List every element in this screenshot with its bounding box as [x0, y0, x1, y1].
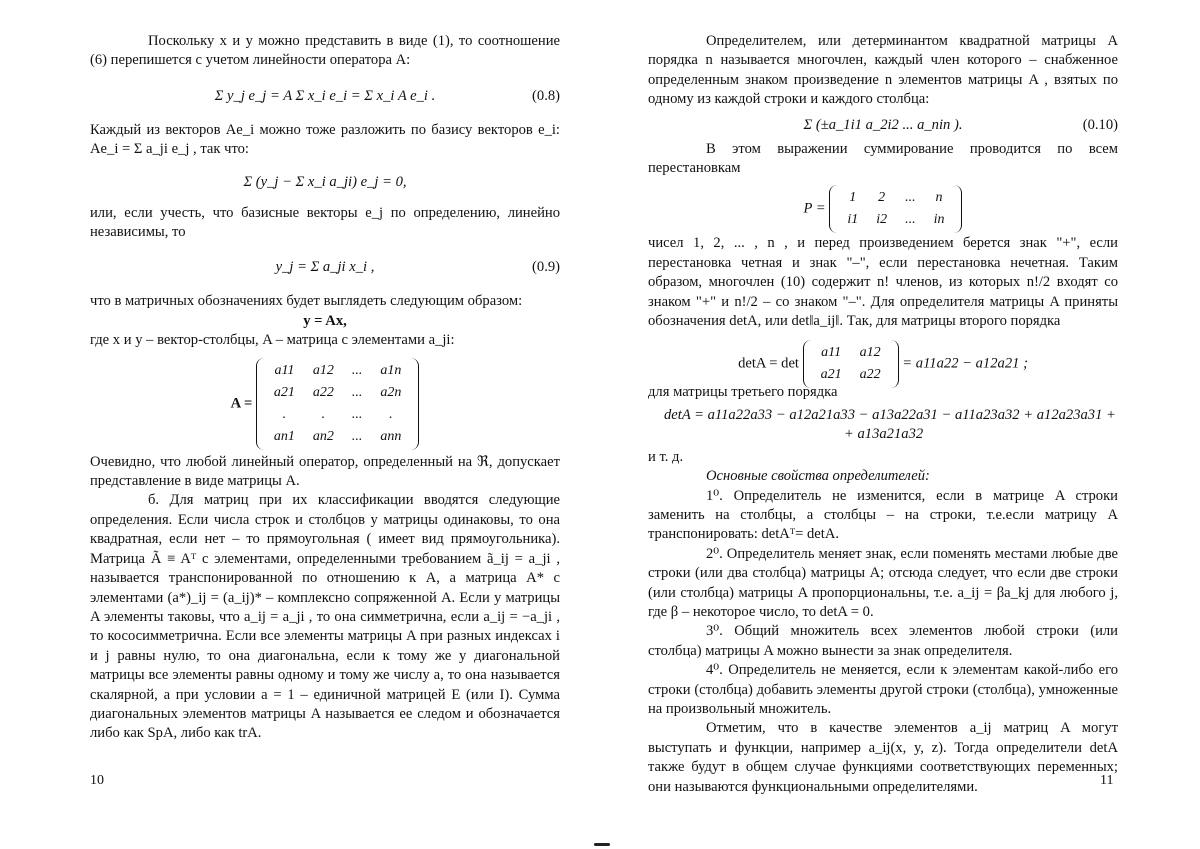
matrix-a: [256, 358, 420, 450]
det2-label: detA = det: [738, 355, 799, 372]
matrix-cell: ...: [351, 384, 363, 400]
equation-y-ax: y = Ax,: [303, 312, 347, 329]
matrix-cell: 2: [878, 190, 886, 206]
matrix-cell: i1: [847, 212, 859, 228]
permutation-label: P =: [803, 200, 826, 217]
matrix-cell: a21: [273, 384, 295, 400]
matrix-cell: 1: [849, 190, 857, 206]
matrix-cell: an2: [312, 428, 334, 444]
right-page: [648, 32, 1118, 797]
equation-body: Σ (y_j − Σ x_i a_ji) e_j = 0,: [243, 173, 407, 190]
matrix-cell: ...: [905, 212, 916, 228]
equation-0-9: [90, 245, 560, 289]
paragraph: Определителем, или детерминантом квадратной матрицы A порядка n называется многочлен, каждый член которого – снабженное определенным знаком произведение n элементов матрицы A , взятых по одному из каждой строки и каждого столбца:: [648, 33, 1118, 108]
matrix-cell: a1n: [380, 362, 402, 378]
matrix-row: [838, 209, 953, 231]
equation-0-8: [90, 74, 560, 118]
matrix-table: [812, 342, 890, 386]
matrix-equation: [90, 354, 560, 450]
matrix-row: [265, 404, 411, 426]
matrix-row: [812, 364, 890, 386]
equation-number: (0.9): [532, 259, 560, 276]
equation-body: y_j = Σ a_ji x_i ,: [275, 259, 375, 276]
paragraph: или, если учесть, что базисные векторы e_j по определению, линейно независимы, то: [90, 204, 560, 241]
matrix-row: [265, 360, 411, 382]
equation-0-10: [648, 113, 1118, 137]
permutation-equation: [648, 181, 1118, 231]
matrix-cell: a12: [312, 362, 334, 378]
det2-matrix: [803, 340, 899, 388]
matrix-cell: ...: [351, 362, 363, 378]
paragraph: чисел 1, 2, ... , n , и перед произведением берется знак "+", если перестановка четная и знак "–", если перестановка нечетная. Таким образом, многочлен (10) содержит n! членов, из которых n!/2 входят со знаком "+" и n!/2 – со знаком "–". Для определителя матрицы A приняты обозначения detA, или det‖a_ij‖. Так, для матрицы второго порядка: [648, 235, 1118, 330]
paragraph: для матрицы третьего порядка: [648, 384, 838, 401]
det3-line-1: detA = a11a22a33 − a12a21a33 − a13a22a31 − a11a23a32 + a12a23a31 +: [664, 406, 1116, 423]
matrix-row: [265, 426, 411, 448]
matrix-row: [265, 382, 411, 404]
equation-number: (0.8): [532, 87, 560, 104]
paragraph: б. Для матриц при их классификации вводятся следующие определения. Если числа строк и столбцов у матрицы одинаковы, то она квадратная, если нет – то прямоугольная ( имеет вид прямоугольника). Матрица Ã ≡ Aᵀ с элементами, определенными требованием ã_ij = a_ji , называется транспонированной по отношению к A, а матрица A* с элементами (a*)_ij = (a_ij)* – комплексно сопряженной A. Если у матрицы A элементы таковы, что a_ij = a_ji , то она симметрична, если a_ij = −a_ji , то кососимметрична. Если все элементы матрицы A при разных индексах i и j равны нулю, то она диагональна, если к тому же у диагональной матрицы все элементы равны одному и тому же числу a, то она называется скалярной, а при условии a = 1 – единичной матрицей E (или I). Сумма диагональных элементов матрицы A называется ее следом и обозначается либо как SpA, либо как trA.: [90, 492, 560, 742]
matrix-label: A =: [230, 395, 253, 411]
det3-line-2: + a13a21a32: [844, 426, 924, 443]
matrix-cell: i2: [876, 212, 888, 228]
matrix-cell: a11: [274, 362, 295, 378]
equation-body: Σ (±a_1i1 a_2i2 ... a_nin ).: [803, 116, 963, 133]
matrix-cell: in: [933, 212, 945, 228]
matrix-cell: a21: [820, 367, 842, 383]
left-page: [90, 32, 560, 744]
paragraph: Каждый из векторов Ae_i можно тоже разложить по базису векторов e_i: Ae_i = Σ a_ji e_j , так что:: [90, 121, 560, 158]
matrix-cell: ...: [351, 406, 363, 422]
section-title: Основные свойства определителей:: [706, 468, 930, 485]
matrix-row: [812, 342, 890, 364]
paragraph: В этом выражении суммирование проводится по всем перестановкам: [648, 140, 1118, 177]
matrix-cell: an1: [273, 428, 295, 444]
property-2: 2⁰. Определитель меняет знак, если поменять местами любые две строки (или два столбца) матрицы A; отсюда следует, что если две строки (или столбца) матрицы A пропорциональны, т.е. a_ij = βa_kj для любого j, где β – некоторое число, то detA = 0.: [648, 545, 1118, 620]
matrix-cell: a22: [312, 384, 334, 400]
matrix-row: [838, 187, 953, 209]
matrix-cell: n: [935, 190, 943, 206]
paragraph: Поскольку x и y можно представить в виде (1), то соотношение (6) перепишется с учетом линейности оператора A:: [90, 33, 560, 69]
matrix-cell: a2n: [380, 384, 402, 400]
determinant-3x3: [648, 406, 1118, 445]
matrix-table: [265, 360, 411, 448]
matrix-cell: a11: [821, 345, 842, 361]
page-number-right: 11: [1100, 773, 1114, 788]
matrix-cell: ann: [380, 428, 402, 444]
matrix-cell: ...: [905, 190, 916, 206]
paragraph: Очевидно, что любой линейный оператор, определенный на ℜ, допускает представление в виде матрицы A.: [90, 453, 560, 490]
equation-number: (0.10): [1082, 116, 1118, 133]
property-1: 1⁰. Определитель не изменится, если в матрице A строки заменить на столбцы, а столбцы – на строки, т.е.если матрицу A транспонировать: detAᵀ= detA.: [648, 487, 1118, 543]
equation-body: Σ y_j e_j = A Σ x_i e_i = Σ x_i A e_i .: [214, 87, 436, 104]
matrix-cell: a22: [859, 367, 881, 383]
matrix-cell: .: [321, 406, 326, 422]
matrix-cell: .: [389, 406, 393, 422]
paragraph: где x и y – вектор-столбцы, A – матрица с элементами a_ji:: [90, 332, 455, 349]
paragraph: что в матричных обозначениях будет выглядеть следующим образом:: [90, 293, 523, 310]
paragraph: и т. д.: [648, 448, 684, 465]
matrix-table: [838, 187, 953, 231]
property-4: 4⁰. Определитель не меняется, если к элементам какой-либо его строки (столбца) добавить элементы другой строки (столбца), умноженные на произвольный множитель.: [648, 662, 1118, 717]
paragraph: Отметим, что в качестве элементов a_ij матриц A могут выступать и функции, например a_ij(x, y, z). Тогда определители detA также будут в общем случае функциями соответствующих переменных; они называются функциональными определителями.: [648, 720, 1118, 795]
matrix-cell: .: [282, 406, 287, 422]
permutation-matrix: [829, 185, 962, 233]
matrix-cell: a12: [859, 345, 881, 361]
determinant-2x2: [648, 334, 1118, 383]
equation-sum-zero: [90, 163, 560, 201]
property-3: 3⁰. Общий множитель всех элементов любой строки (или столбца) матрицы A можно вынести за знак определителя.: [648, 623, 1118, 659]
det2-result: = a11a22 − a12a21 ;: [902, 355, 1028, 372]
scan-mark: [594, 843, 610, 846]
matrix-cell: ...: [351, 428, 363, 444]
page-number-left: 10: [90, 773, 104, 788]
